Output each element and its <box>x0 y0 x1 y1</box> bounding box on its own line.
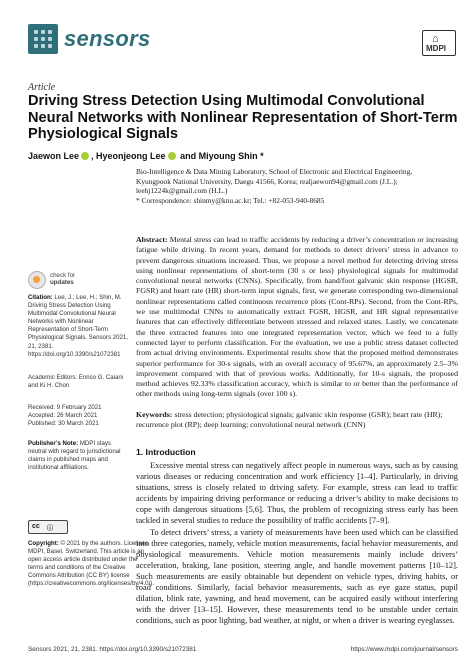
abstract <box>136 235 458 400</box>
cc-license-badge[interactable] <box>28 520 68 534</box>
paragraph: Excessive mental stress can negatively affect people in numerous ways, such as by causing various diseases or reducing concentration and work efficiency [1–4]. Particularly, in driving situations, stress is closely related to driving safety. For example, stress can lead to traffic accidents by impairing driving performance or reducing a driver’s ability to make decisions to cope with dangerous situations [5,6]. Thus, the problem of recognizing stress early has been tackled in several studies to reduce the possibility of traffic accidents [7–9]. <box>136 461 458 526</box>
citation: Citation: Lee, J.; Lee, H.; Shin, M. Driving Stress Detection Using Multimodal Convolutional Neural Networks with Nonlinear Representation of Short-Term Physiological Signals. Sensors 2021, 21, 2381. https://doi.org/10.3390/s21072381 <box>28 294 128 358</box>
accepted-date: Accepted: 26 March 2021 <box>28 412 98 419</box>
keywords-text: stress detection; physiological signals; galvanic skin response (GSR); heart rate (HR); recurrence plot (RP); deep learning; convolutional neural network (CNN) <box>136 410 443 430</box>
abstract-label: Abstract: <box>136 235 168 244</box>
cc-icon: cc <box>32 523 40 530</box>
footer-journal-link[interactable]: https://www.mdpi.com/journal/sensors <box>350 646 458 653</box>
journal-name[interactable]: sensors <box>64 26 151 51</box>
mdpi-logo[interactable] <box>422 30 456 56</box>
author-name[interactable]: Miyoung Shin * <box>198 151 264 161</box>
affiliation-line: Kyungpook National University, Daegu 41566, Korea; realjaewon94@gmail.com (J.L.); <box>136 176 398 186</box>
article-type: Article <box>28 82 56 93</box>
mdpi-logo-icon: ⌂ <box>432 33 439 45</box>
academic-editors: Academic Editors: Enrico G. Caiani and Ki H. Chon <box>28 374 124 390</box>
check-for-updates-badge[interactable] <box>28 270 88 292</box>
abstract-text: Mental stress can lead to traffic accidents by reducing a driver’s concentration or increasing fatigue while driving. In recent years, demand for methods to detect drivers’ stress in advance to prevent dangerous situations increased. Thus, we propose a novel method for detecting driving stress using nonlinear representations of short-term (30 s or less) physiological signals for multimodal convolutional neural networks (CNNs). Specifically, from hand/foot galvanic skin response (HGSR, FGSR) and heart rate (HR) short-term input signals, first, we generate corresponding two-dimensional nonlinear representations called continuous recurrence plots (Cont-RPs). Second, from the Cont-RPs, we use multimodal CNNs to automatically extract FGSR, HGSR, and HR signal representative features that can effectively differentiate between stressed and relaxed states. Lastly, we concatenate the three extracted features into one integrated representation vector, which we feed to a fully connected layer to perform classification. For the evaluation, we use a public stress dataset collected from actual driving environments. Experimental results show that the proposed method demonstrates superior performance for 30-s signals, with an overall accuracy of 95.67%, an approximately 2.5–3% improvement compared with that of previous works. Additionally, for 10-s signals, the proposed method achieves 92.33% classification accuracy, which is similar to or better than the performance of other methods using long-term signals (over 100 s). <box>136 235 459 399</box>
check-updates-icon <box>28 271 46 289</box>
by-icon: ⓘ <box>47 526 54 532</box>
affiliations <box>136 167 456 205</box>
affiliation-line: leehj1224k@gmail.com (H.L.) <box>136 186 228 196</box>
keywords <box>136 410 458 431</box>
author-name[interactable]: Hyeonjeong Lee <box>96 151 166 161</box>
introduction-body <box>136 460 458 626</box>
received-date: Received: 9 February 2021 <box>28 404 102 411</box>
orcid-icon[interactable] <box>168 152 176 160</box>
mdpi-wordmark: MDPI <box>426 44 446 53</box>
copyright: Copyright: © 2021 by the authors. Licensee MDPI, Basel, Switzerland. This article is an open access article distributed under the terms and conditions of the Creative Commons Attribution (CC BY) license (https://creativecommons.org/licenses/by/4.0/). <box>28 540 154 588</box>
author-separator: and <box>177 151 199 161</box>
publisher-note: Publisher’s Note: MDPI stays neutral with regard to jurisdictional claims in published maps and institutional affiliations. <box>28 440 121 472</box>
journal-header <box>28 24 456 60</box>
author-name[interactable]: Jaewon Lee <box>28 151 80 161</box>
author-separator: , <box>91 151 97 161</box>
published-date: Published: 30 March 2021 <box>28 420 99 427</box>
article-title: Driving Stress Detection Using Multimodal Convolutional Neural Networks with Nonlinear Representation of Short-Term Physiological Signals <box>28 93 458 142</box>
paragraph: To detect drivers’ stress, a variety of measurements have been used which can be classified into three categories, namely, vehicle motion measurements, facial behavior measurements, and physiological measurements. Vehicle motion measurements mainly include drivers’ acceleration, braking, lane position, steering angle, and handle movement patterns [10–12]. Such measurements are easily obtainable but dependent on vehicle types, driving habits, or road conditions. Similarly, facial behavior measurements, such as eye gaze status, pupil dilation, blink rate, yawning, and head movement, can be acquired easily without interfering with the driver [13–15]. However, these measurements tend to be unstable under certain conditions, such as poor lighting, bad weather, at night, or when a driver is wearing eyeglasses. <box>136 527 458 626</box>
affiliation-line: Bio-Intelligence & Data Mining Laboratory, School of Electronic and Electrical Engineering, <box>136 167 413 176</box>
orcid-icon[interactable] <box>81 152 89 160</box>
sensors-logo-icon <box>28 24 58 54</box>
section-heading: 1. Introduction <box>136 447 196 457</box>
footer-citation[interactable]: Sensors 2021, 21, 2381. https://doi.org/10.3390/s21072381 <box>28 646 197 653</box>
keywords-label: Keywords: <box>136 410 173 419</box>
author-list <box>28 151 458 161</box>
correspondence-line: * Correspondence: shinmy@knu.ac.kr; Tel.: +82-053-940-8685 <box>136 195 325 205</box>
check-updates-text: check for updates <box>50 272 76 286</box>
